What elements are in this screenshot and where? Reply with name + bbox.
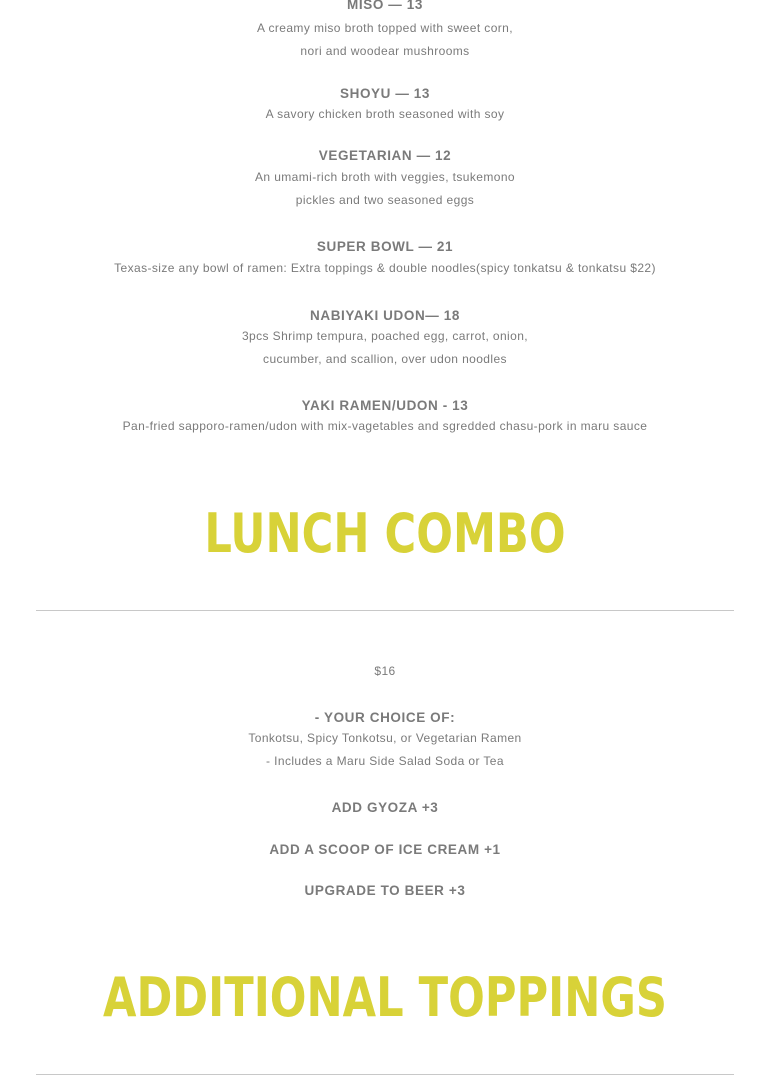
- addon-label: ADD GYOZA +3: [331, 800, 439, 815]
- menu-item-miso: [0, 0, 770, 62]
- additional-toppings-heading: ADDITIONAL TOPPINGS: [103, 966, 667, 1029]
- menu-item-yaki-ramen-udon: [0, 397, 770, 438]
- menu-item-desc: pickles and two seasoned eggs: [295, 192, 475, 207]
- menu-item-desc: Texas-size any bowl of ramen: Extra toppings & double noodles(spicy tonkatsu & tonkatsu $22): [114, 261, 656, 275]
- menu-item-vegetarian: [0, 147, 770, 211]
- section-divider: [36, 610, 734, 611]
- menu-item-desc: cucumber, and scallion, over udon noodles: [263, 351, 507, 366]
- addon-gyoza: [0, 799, 770, 817]
- menu-item-title: SHOYU — 13: [339, 86, 431, 101]
- menu-item-title: SUPER BOWL — 21: [316, 239, 454, 254]
- menu-item-desc: Pan-fried sapporo-ramen/udon with mix-vagetables and sgredded chasu-pork in maru sauce: [122, 419, 648, 433]
- addon-beer: [0, 882, 770, 900]
- menu-item-desc: A savory chicken broth seasoned with soy: [265, 107, 505, 121]
- menu-item-title: MISO — 13: [347, 0, 423, 12]
- lunch-combo-choice-desc: - Includes a Maru Side Salad Soda or Tea: [266, 753, 504, 768]
- lunch-combo-price-block: [0, 660, 770, 683]
- menu-item-nabiyaki-udon: [0, 307, 770, 370]
- lunch-combo-price: $16: [374, 664, 396, 678]
- menu-item-desc: 3pcs Shrimp tempura, poached egg, carrot, onion,: [241, 329, 529, 343]
- menu-item-title: YAKI RAMEN/UDON - 13: [301, 398, 469, 413]
- menu-item-shoyu: [0, 85, 770, 126]
- menu-item-desc: A creamy miso broth topped with sweet corn,: [257, 21, 513, 35]
- menu-item-super-bowl: [0, 238, 770, 280]
- lunch-combo-choice: [0, 709, 770, 772]
- lunch-combo-choice-title: - YOUR CHOICE OF:: [314, 710, 456, 725]
- addon-label: ADD A SCOOP OF ICE CREAM +1: [269, 842, 501, 857]
- section-divider: [36, 1074, 734, 1075]
- menu-item-desc: An umami-rich broth with veggies, tsukemono: [255, 170, 515, 184]
- menu-item-title: NABIYAKI UDON— 18: [310, 308, 460, 323]
- addon-label: UPGRADE TO BEER +3: [304, 883, 466, 898]
- addon-ice-cream: [0, 841, 770, 859]
- lunch-combo-heading: LUNCH COMBO: [204, 502, 566, 565]
- menu-item-desc: nori and woodear mushrooms: [300, 43, 470, 58]
- lunch-combo-choice-desc: Tonkotsu, Spicy Tonkotsu, or Vegetarian Ramen: [248, 731, 522, 745]
- menu-item-title: VEGETARIAN — 12: [318, 148, 452, 163]
